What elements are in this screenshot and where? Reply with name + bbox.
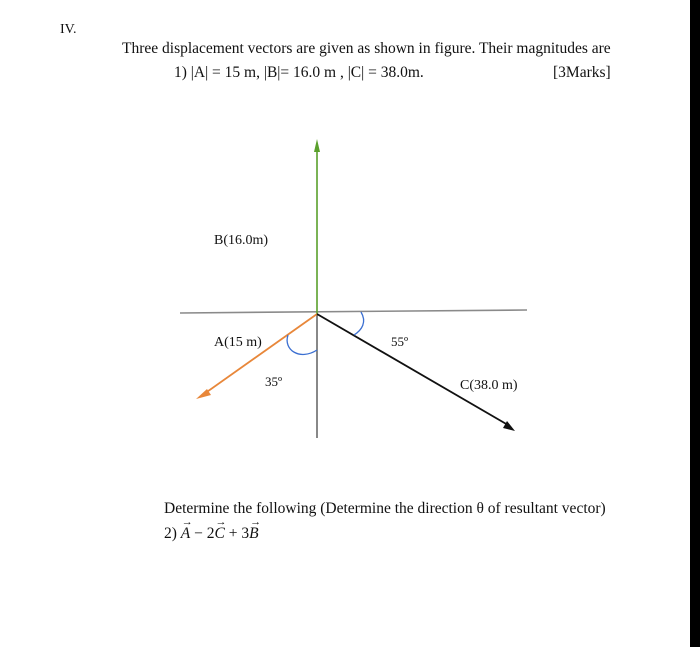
vector-c <box>317 314 508 425</box>
label-c: C(38.0 m) <box>460 378 518 393</box>
plus-sign: + <box>228 525 238 542</box>
angle-c-arc <box>354 312 364 335</box>
angle-c-label: 55º <box>391 334 409 349</box>
arrow-icon: → <box>181 516 193 528</box>
angle-a-arc <box>287 335 317 354</box>
question-number: IV. <box>60 22 77 37</box>
prompt-text: Determine the following (Determine the direction θ of resultant vector) <box>164 500 606 517</box>
vector-b-symbol: → B <box>249 516 262 542</box>
marks-label: [3Marks] <box>553 64 611 81</box>
angle-a-label: 35º <box>265 374 283 389</box>
vector-b-arrowhead <box>314 139 320 152</box>
part-2-number: 2) <box>164 525 177 542</box>
vector-a-symbol: → A <box>180 516 193 542</box>
x-axis <box>180 310 527 313</box>
coef-b: 3 <box>241 525 250 542</box>
given-magnitudes: 1) |A| = 15 m, |B|= 16.0 m , |C| = 38.0m. <box>174 64 424 81</box>
vector-c-symbol: → C <box>214 516 227 542</box>
part-2-expression <box>164 516 262 543</box>
coef-c: 2 <box>206 525 215 542</box>
label-a: A(15 m) <box>214 335 262 350</box>
question-intro: Three displacement vectors are given as shown in figure. Their magnitudes are <box>122 40 611 57</box>
label-b: B(16.0m) <box>214 233 269 248</box>
minus-sign: − <box>194 525 203 542</box>
arrow-icon: → <box>215 516 227 528</box>
arrow-icon: → <box>250 516 262 528</box>
